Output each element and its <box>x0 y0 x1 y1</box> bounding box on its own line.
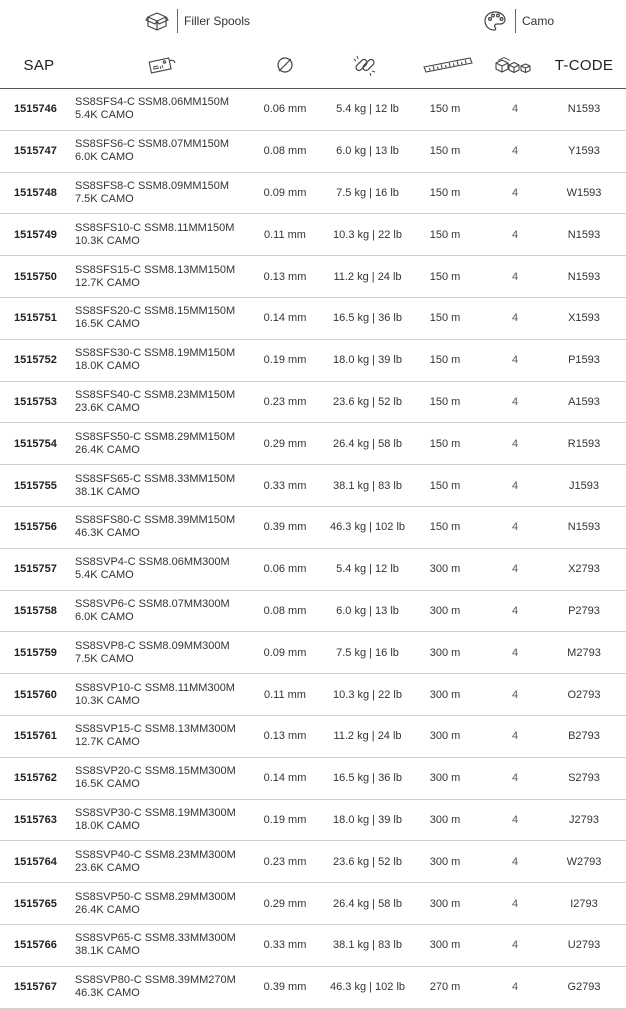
header-sap-label: SAP <box>23 56 55 74</box>
length-value: 300 m <box>429 813 461 826</box>
header-tcode-label: T-CODE <box>554 56 614 74</box>
breaking-load-value: 38.1 kg | 83 lb <box>333 939 402 952</box>
header-breaking-load <box>345 42 385 88</box>
description-line-1: SS8SFS10-C SSM8.11MM150M <box>75 221 235 234</box>
length-value: 150 m <box>429 479 461 492</box>
product-description <box>75 465 250 506</box>
legend-divider <box>515 9 516 33</box>
sap-number: 1515748 <box>14 186 57 199</box>
box-quantity-value: 4 <box>511 312 519 325</box>
box-quantity-value: 4 <box>511 604 519 617</box>
breaking-load-value: 16.5 kg | 36 lb <box>333 312 402 325</box>
breaking-load-value: 26.4 kg | 58 lb <box>333 437 402 450</box>
description-line-1: SS8SFS8-C SSM8.09MM150M <box>75 179 230 192</box>
length-value: 150 m <box>429 354 461 367</box>
sap-number: 1515765 <box>14 897 57 910</box>
product-description <box>75 549 250 590</box>
description-line-2: 26.4K CAMO <box>75 903 140 916</box>
length-value: 150 m <box>429 186 461 199</box>
legend-filler-spools <box>145 8 250 34</box>
length-value: 150 m <box>429 228 461 241</box>
product-description <box>75 591 250 632</box>
description-line-1: SS8SVP8-C SSM8.09MM300M <box>75 639 230 652</box>
box-quantity-value: 4 <box>511 772 519 785</box>
header-length <box>420 42 476 88</box>
diameter-value: 0.23 mm <box>263 395 307 408</box>
length-value: 300 m <box>429 772 461 785</box>
length-value: 150 m <box>429 270 461 283</box>
product-description <box>75 967 250 1008</box>
description-line-2: 26.4K CAMO <box>75 443 140 456</box>
product-description <box>75 674 250 715</box>
length-value: 300 m <box>429 604 461 617</box>
table-header <box>0 42 626 89</box>
sap-number: 1515758 <box>14 604 57 617</box>
tcode-value: N1593 <box>567 270 601 283</box>
description-line-2: 46.3K CAMO <box>75 987 140 1000</box>
breaking-load-value: 16.5 kg | 36 lb <box>333 772 402 785</box>
breaking-load-value: 10.3 kg | 22 lb <box>333 688 402 701</box>
description-line-1: SS8SFS40-C SSM8.23MM150M <box>75 388 236 401</box>
table-row <box>0 340 626 382</box>
table-row <box>0 967 626 1009</box>
description-line-2: 12.7K CAMO <box>75 276 140 289</box>
breaking-load-value: 18.0 kg | 39 lb <box>333 813 402 826</box>
boxes-icon <box>494 55 536 75</box>
diameter-value: 0.08 mm <box>263 604 307 617</box>
box-quantity-value: 4 <box>511 563 519 576</box>
tcode-value: J1593 <box>569 479 599 492</box>
tcode-value: I2793 <box>570 897 598 910</box>
product-description <box>75 632 250 673</box>
length-value: 300 m <box>429 563 461 576</box>
tcode-value: B2793 <box>568 730 600 743</box>
diameter-value: 0.14 mm <box>263 312 307 325</box>
sap-number: 1515747 <box>14 145 57 158</box>
table-row <box>0 131 626 173</box>
sap-number: 1515756 <box>14 521 57 534</box>
breaking-load-value: 38.1 kg | 83 lb <box>333 479 402 492</box>
table-body <box>0 89 626 1009</box>
breaking-load-value: 11.2 kg | 24 lb <box>333 270 402 283</box>
sap-number: 1515746 <box>14 103 57 116</box>
tcode-value: S2793 <box>568 772 600 785</box>
description-line-2: 46.3K CAMO <box>75 527 140 540</box>
product-description <box>75 89 250 130</box>
description-line-2: 16.5K CAMO <box>75 318 140 331</box>
product-description <box>75 800 250 841</box>
sap-number: 1515755 <box>14 479 57 492</box>
box-quantity-value: 4 <box>511 521 519 534</box>
table-row <box>0 800 626 842</box>
tcode-value: Y1593 <box>568 145 600 158</box>
description-line-1: SS8SVP20-C SSM8.15MM300M <box>75 765 236 778</box>
length-value: 300 m <box>429 688 461 701</box>
sap-number: 1515763 <box>14 813 57 826</box>
product-description <box>75 214 250 255</box>
diameter-value: 0.13 mm <box>263 730 307 743</box>
sap-number: 1515760 <box>14 688 57 701</box>
length-value: 150 m <box>429 395 461 408</box>
description-line-2: 10.3K CAMO <box>75 694 140 707</box>
sap-number: 1515764 <box>14 855 57 868</box>
description-line-1: SS8SVP6-C SSM8.07MM300M <box>75 597 230 610</box>
diameter-value: 0.19 mm <box>263 813 307 826</box>
box-quantity-value: 4 <box>511 437 519 450</box>
description-line-1: SS8SFS20-C SSM8.15MM150M <box>75 305 236 318</box>
legend-filler-label: Filler Spools <box>184 14 251 28</box>
tcode-value: G2793 <box>567 981 601 994</box>
breaking-load-value: 7.5 kg | 16 lb <box>336 186 399 199</box>
description-line-2: 10.3K CAMO <box>75 234 140 247</box>
diameter-value: 0.11 mm <box>264 228 306 241</box>
header-box-quantity <box>490 42 540 88</box>
breaking-load-value: 10.3 kg | 22 lb <box>333 228 402 241</box>
table-row <box>0 507 626 549</box>
product-description <box>75 423 250 464</box>
ruler-icon <box>422 55 474 75</box>
tcode-value: N1593 <box>567 228 601 241</box>
description-line-2: 5.4K CAMO <box>75 109 134 122</box>
product-description <box>75 841 250 882</box>
table-row <box>0 298 626 340</box>
sap-number: 1515767 <box>14 981 57 994</box>
description-line-1: SS8SVP80-C SSM8.39MM270M <box>75 974 236 987</box>
description-line-2: 18.0K CAMO <box>75 819 140 832</box>
breaking-load-value: 5.4 kg | 12 lb <box>336 563 399 576</box>
product-description <box>75 131 250 172</box>
breaking-load-value: 23.6 kg | 52 lb <box>333 395 402 408</box>
product-description <box>75 883 250 924</box>
tcode-value: N1593 <box>567 521 601 534</box>
description-line-2: 38.1K CAMO <box>75 485 140 498</box>
table-row <box>0 465 626 507</box>
box-quantity-value: 4 <box>511 228 519 241</box>
table-row <box>0 674 626 716</box>
description-line-1: SS8SFS4-C SSM8.06MM150M <box>75 96 230 109</box>
breaking-load-value: 23.6 kg | 52 lb <box>333 855 402 868</box>
box-quantity-value: 4 <box>511 939 519 952</box>
tcode-value: R1593 <box>567 437 601 450</box>
sap-number: 1515757 <box>14 563 57 576</box>
tcode-value: J2793 <box>569 813 599 826</box>
description-line-2: 18.0K CAMO <box>75 360 140 373</box>
description-line-1: SS8SVP65-C SSM8.33MM300M <box>75 932 236 945</box>
diameter-value: 0.23 mm <box>263 855 307 868</box>
description-line-1: SS8SVP10-C SSM8.11MM300M <box>75 681 235 694</box>
diameter-value: 0.29 mm <box>263 437 307 450</box>
breaking-load-value: 26.4 kg | 58 lb <box>333 897 402 910</box>
breaking-load-value: 6.0 kg | 13 lb <box>336 604 399 617</box>
box-quantity-value: 4 <box>511 981 519 994</box>
box-quantity-value: 4 <box>511 354 519 367</box>
length-value: 150 m <box>429 437 461 450</box>
box-quantity-value: 4 <box>511 103 519 116</box>
description-line-1: SS8SFS50-C SSM8.29MM150M <box>75 430 236 443</box>
breaking-load-value: 5.4 kg | 12 lb <box>336 103 399 116</box>
diameter-value: 0.33 mm <box>263 479 307 492</box>
table-row <box>0 925 626 967</box>
legend-camo-label: Camo <box>522 14 555 28</box>
product-description <box>75 758 250 799</box>
legend-camo <box>483 8 554 34</box>
sap-number: 1515751 <box>14 312 57 325</box>
box-quantity-value: 4 <box>511 813 519 826</box>
table-row <box>0 758 626 800</box>
description-line-1: SS8SVP40-C SSM8.23MM300M <box>75 848 236 861</box>
box-quantity-value: 4 <box>511 270 519 283</box>
box-quantity-value: 4 <box>511 897 519 910</box>
header-diameter <box>265 42 305 88</box>
diameter-value: 0.39 mm <box>263 981 307 994</box>
description-line-1: SS8SFS80-C SSM8.39MM150M <box>75 514 236 527</box>
tcode-value: P1593 <box>568 354 600 367</box>
length-value: 300 m <box>429 646 461 659</box>
table-row <box>0 256 626 298</box>
sap-number: 1515750 <box>14 270 57 283</box>
product-description <box>75 256 250 297</box>
table-row <box>0 591 626 633</box>
sap-number: 1515759 <box>14 646 57 659</box>
description-line-2: 5.4K CAMO <box>75 569 134 582</box>
sap-number: 1515761 <box>14 730 57 743</box>
description-line-2: 6.0K CAMO <box>75 151 134 164</box>
breaking-load-value: 46.3 kg | 102 lb <box>329 521 406 534</box>
description-line-2: 6.0K CAMO <box>75 610 134 623</box>
length-value: 150 m <box>429 521 461 534</box>
description-line-2: 12.7K CAMO <box>75 736 140 749</box>
header-tcode <box>552 42 616 88</box>
box-quantity-value: 4 <box>511 479 519 492</box>
description-line-2: 38.1K CAMO <box>75 945 140 958</box>
box-quantity-value: 4 <box>511 730 519 743</box>
tcode-value: A1593 <box>568 395 600 408</box>
table-row <box>0 214 626 256</box>
length-value: 300 m <box>429 730 461 743</box>
diameter-value: 0.13 mm <box>263 270 307 283</box>
table-row <box>0 173 626 215</box>
diameter-value: 0.11 mm <box>264 688 306 701</box>
description-line-1: SS8SFS65-C SSM8.33MM150M <box>75 472 236 485</box>
length-value: 150 m <box>429 312 461 325</box>
box-quantity-value: 4 <box>511 688 519 701</box>
length-value: 150 m <box>429 145 461 158</box>
product-description <box>75 925 250 966</box>
description-line-1: SS8SVP15-C SSM8.13MM300M <box>75 723 236 736</box>
legend-divider <box>177 9 178 33</box>
length-value: 270 m <box>429 981 461 994</box>
table-row <box>0 841 626 883</box>
box-quantity-value: 4 <box>511 646 519 659</box>
diameter-value: 0.08 mm <box>263 145 307 158</box>
sap-number: 1515754 <box>14 437 57 450</box>
description-line-2: 23.6K CAMO <box>75 401 140 414</box>
length-value: 300 m <box>429 939 461 952</box>
breaking-load-value: 7.5 kg | 16 lb <box>336 646 399 659</box>
description-line-1: SS8SFS15-C SSM8.13MM150M <box>75 263 236 276</box>
breaking-load-value: 46.3 kg | 102 lb <box>329 981 406 994</box>
description-line-2: 16.5K CAMO <box>75 778 140 791</box>
diameter-value: 0.29 mm <box>263 897 307 910</box>
tcode-value: X2793 <box>568 563 600 576</box>
breaking-load-value: 11.2 kg | 24 lb <box>333 730 402 743</box>
product-description <box>75 173 250 214</box>
box-quantity-value: 4 <box>511 395 519 408</box>
diameter-value: 0.33 mm <box>263 939 307 952</box>
palette-icon <box>483 10 507 32</box>
diameter-value: 0.14 mm <box>263 772 307 785</box>
header-description <box>140 42 184 88</box>
product-description <box>75 298 250 339</box>
length-value: 150 m <box>429 103 461 116</box>
description-line-1: SS8SFS6-C SSM8.07MM150M <box>75 138 230 151</box>
sap-number: 1515766 <box>14 939 57 952</box>
box-quantity-value: 4 <box>511 145 519 158</box>
sap-number: 1515752 <box>14 354 57 367</box>
description-line-1: SS8SVP4-C SSM8.06MM300M <box>75 556 230 569</box>
tcode-value: U2793 <box>567 939 601 952</box>
box-icon <box>145 10 169 32</box>
tag-icon <box>147 55 177 75</box>
diameter-value: 0.19 mm <box>263 354 307 367</box>
length-value: 300 m <box>429 897 461 910</box>
box-quantity-value: 4 <box>511 855 519 868</box>
tcode-value: M2793 <box>567 646 601 659</box>
table-row <box>0 423 626 465</box>
description-line-2: 23.6K CAMO <box>75 861 140 874</box>
table-row <box>0 382 626 424</box>
diameter-icon <box>275 55 295 75</box>
diameter-value: 0.06 mm <box>263 103 307 116</box>
chain-icon <box>352 53 378 77</box>
diameter-value: 0.09 mm <box>263 646 307 659</box>
header-sap <box>14 42 64 88</box>
breaking-load-value: 18.0 kg | 39 lb <box>333 354 402 367</box>
diameter-value: 0.09 mm <box>263 186 307 199</box>
table-row <box>0 716 626 758</box>
sap-number: 1515753 <box>14 395 57 408</box>
length-value: 300 m <box>429 855 461 868</box>
description-line-1: SS8SVP50-C SSM8.29MM300M <box>75 890 236 903</box>
breaking-load-value: 6.0 kg | 13 lb <box>336 145 399 158</box>
product-description <box>75 382 250 423</box>
table-row <box>0 549 626 591</box>
product-description <box>75 340 250 381</box>
table-row <box>0 883 626 925</box>
description-line-2: 7.5K CAMO <box>75 652 134 665</box>
description-line-1: SS8SFS30-C SSM8.19MM150M <box>75 347 236 360</box>
table-row <box>0 632 626 674</box>
tcode-value: W1593 <box>566 186 602 199</box>
tcode-value: W2793 <box>566 855 602 868</box>
tcode-value: X1593 <box>568 312 600 325</box>
sap-number: 1515762 <box>14 772 57 785</box>
diameter-value: 0.06 mm <box>263 563 307 576</box>
tcode-value: P2793 <box>568 604 600 617</box>
description-line-2: 7.5K CAMO <box>75 192 134 205</box>
sap-number: 1515749 <box>14 228 57 241</box>
product-description <box>75 716 250 757</box>
diameter-value: 0.39 mm <box>263 521 307 534</box>
table-row <box>0 89 626 131</box>
tcode-value: N1593 <box>567 103 601 116</box>
legend-bar <box>0 0 626 42</box>
product-description <box>75 507 250 548</box>
box-quantity-value: 4 <box>511 186 519 199</box>
tcode-value: O2793 <box>567 688 601 701</box>
description-line-1: SS8SVP30-C SSM8.19MM300M <box>75 806 236 819</box>
